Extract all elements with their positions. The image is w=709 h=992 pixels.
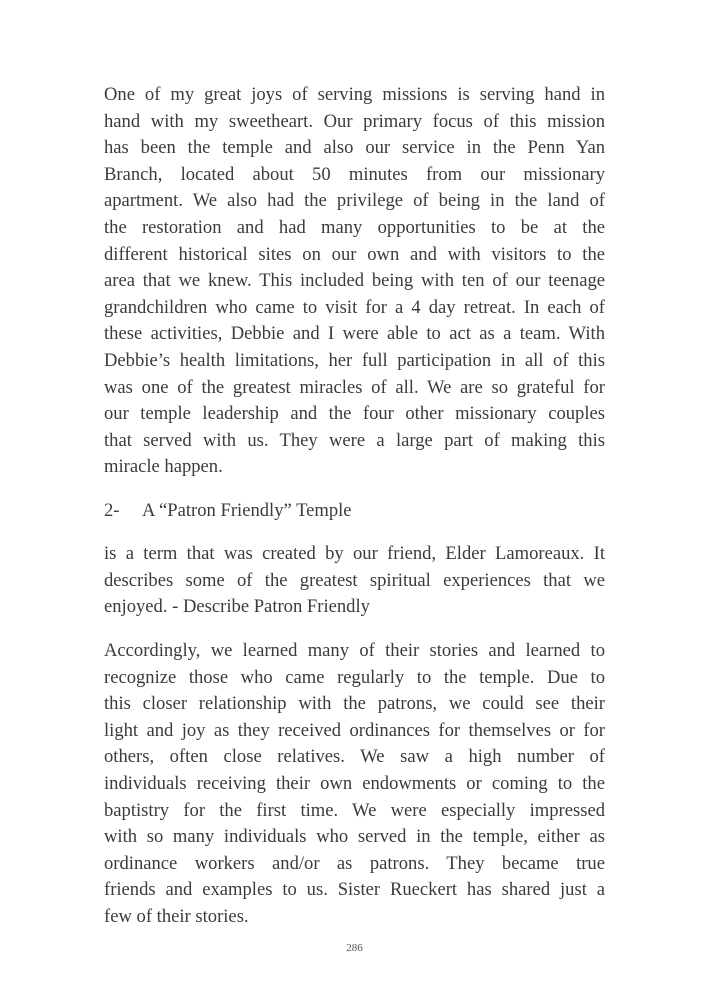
text-line: has been the temple and also our service in the Penn Yan — [104, 137, 605, 159]
text-line: One of my great joys of serving missions is serving hand in — [104, 84, 605, 105]
text-line: grandchildren who came to visit for a 4 day retreat. In each of — [104, 296, 605, 318]
text-line: friends and examples to us. Sister Rueckert has shared just a — [104, 879, 605, 901]
text-line: Accordingly, we learned many of their stories and learned to — [104, 640, 605, 661]
text-line: different historical sites on our own and with visitors to the — [104, 243, 605, 265]
paragraph-mission-joys — [104, 82, 605, 481]
text-line: that served with us. They were a large part of making this — [104, 429, 605, 451]
text-line: the restoration and had many opportunities to be at the — [104, 216, 605, 238]
text-line: miracle happen. — [104, 456, 223, 478]
text-line: our temple leadership and the four other missionary couples — [104, 403, 605, 425]
section-title: A “Patron Friendly” Temple — [142, 500, 352, 521]
section-heading — [104, 498, 352, 525]
text-line: few of their stories. — [104, 905, 249, 927]
text-line: individuals receiving their own endowments or coming to the — [104, 772, 605, 794]
text-line: enjoyed. - Describe Patron Friendly — [104, 596, 370, 618]
paragraph-patron-stories — [104, 638, 605, 931]
text-line: with so many individuals who served in the temple, either as — [104, 826, 605, 848]
page-number: 286 — [346, 942, 363, 954]
text-line: recognize those who came regularly to the temple. Due to — [104, 666, 605, 688]
text-line: was one of the greatest miracles of all. We are so grateful for — [104, 376, 605, 398]
text-line: area that we knew. This included being with ten of our teenage — [104, 270, 605, 292]
text-line: these activities, Debbie and I were able to act as a team. With — [104, 323, 605, 345]
text-line: others, often close relatives. We saw a high number of — [104, 746, 605, 768]
text-line: baptistry for the first time. We were especially impressed — [104, 799, 605, 821]
text-line: apartment. We also had the privilege of being in the land of — [104, 190, 605, 212]
section-number: 2- — [104, 500, 120, 521]
paragraph-patron-friendly-definition — [104, 541, 605, 621]
text-line: Branch, located about 50 minutes from our missionary — [104, 163, 605, 185]
text-line: describes some of the greatest spiritual experiences that we — [104, 569, 605, 591]
text-line: light and joy as they received ordinances for themselves or for — [104, 719, 605, 741]
text-line: this closer relationship with the patrons, we could see their — [104, 693, 605, 715]
text-line: hand with my sweetheart. Our primary focus of this mission — [104, 110, 605, 132]
text-line: ordinance workers and/or as patrons. They became true — [104, 852, 605, 874]
text-line: Debbie’s health limitations, her full participation in all of this — [104, 349, 605, 371]
text-line: is a term that was created by our friend, Elder Lamoreaux. It — [104, 543, 605, 564]
